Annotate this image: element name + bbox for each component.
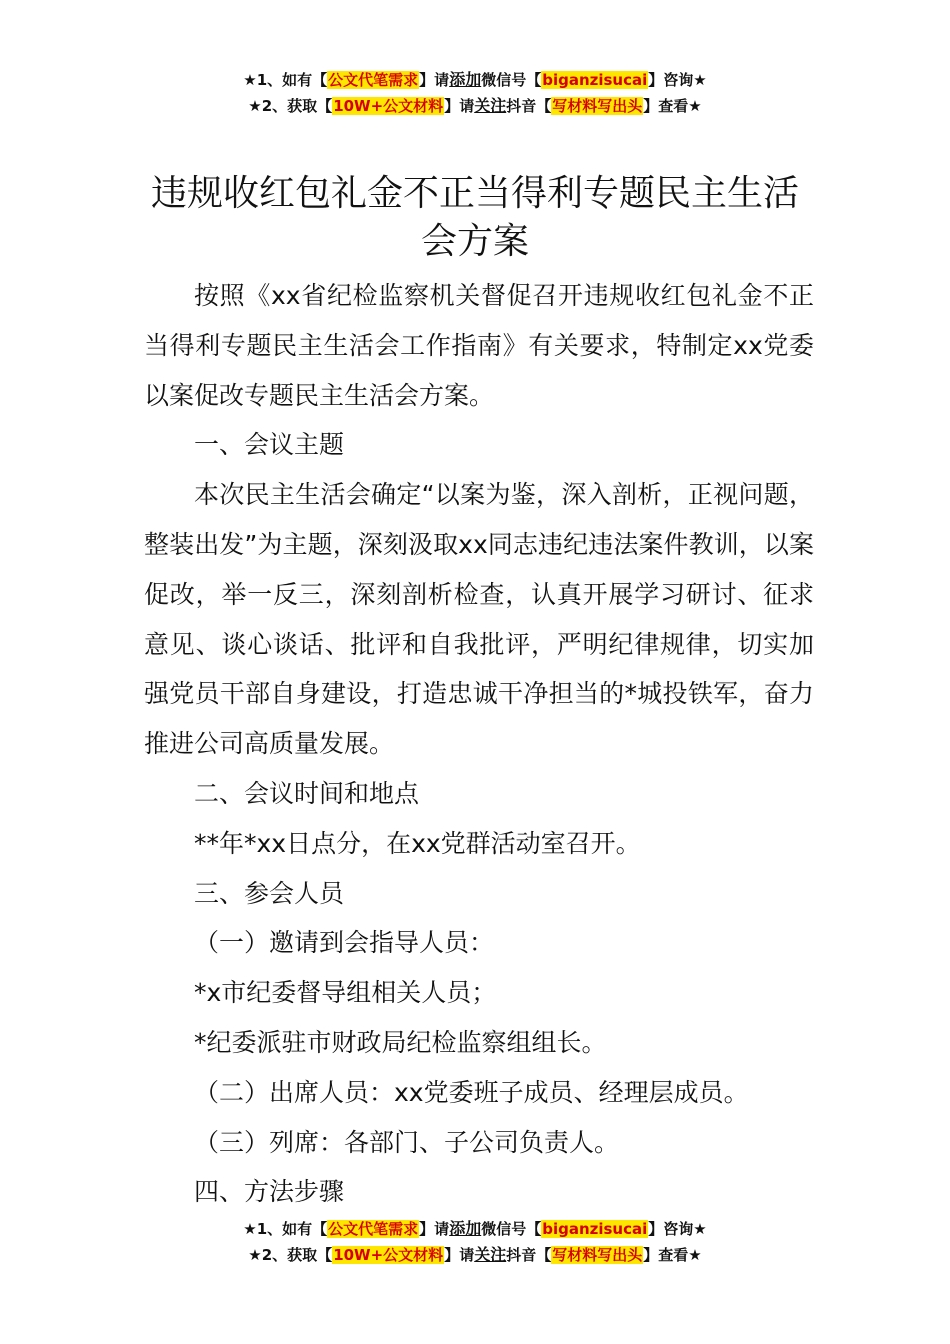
promo-highlight: 10W+公文材料 (333, 97, 444, 115)
attendee-item: *x市纪委督导组相关人员； (194, 978, 497, 1008)
promo-highlight: 10W+公文材料 (333, 1246, 444, 1264)
promo-emphasis: 添加 (449, 70, 482, 89)
promo-text: 微信号【 (481, 71, 542, 89)
title-line-2: 会方案 (420, 221, 529, 263)
attendee-item: *纪委派驻市财政局纪检监察组组长。 (194, 1027, 607, 1057)
promo-text: ★1、如有【 (243, 71, 328, 89)
intro-paragraph: 按照《xx省纪检监察机关督促召开违规收红包礼金不正当得利专题民主生活会工作指南》有关要求，特制定xx党委以案促改专题民主生活会方案。 (144, 281, 814, 410)
promo-text: 】请 (444, 97, 475, 115)
promo-text: ★2、获取【 (248, 97, 333, 115)
promo-text: ★2、获取【 (248, 1246, 333, 1264)
promo-text: 抖音【 (506, 1246, 552, 1264)
section-heading-time-place: 二、会议时间和地点 (194, 778, 420, 808)
promo-text: 】查看★ (643, 97, 702, 115)
promo-highlight: 公文代笔需求 (328, 1220, 419, 1238)
promo-highlight-douyin-id: 写材料写出头 (552, 97, 643, 115)
section-heading-attendees: 三、参会人员 (194, 878, 345, 908)
promo-text: 】请 (419, 71, 450, 89)
title-line-1: 违规收红包礼金不正当得利专题民主生活 (150, 173, 799, 215)
promo-highlight-wechat-id: biganzisucai (542, 71, 648, 89)
document-body (144, 271, 814, 1217)
promo-text: 抖音【 (506, 97, 552, 115)
attendee-subheading-observers: （三）列席：各部门、子公司负责人。 (194, 1127, 620, 1157)
promo-text: 】咨询★ (648, 1220, 707, 1238)
promo-line-1 (0, 1216, 950, 1242)
promo-text: 】请 (444, 1246, 475, 1264)
section-heading-steps: 四、方法步骤 (194, 1177, 345, 1207)
promo-highlight-douyin-id: 写材料写出头 (552, 1246, 643, 1264)
document-title (120, 170, 830, 266)
promo-text: ★1、如有【 (243, 1220, 328, 1238)
attendee-subheading-guides: （一）邀请到会指导人员： (194, 928, 495, 958)
promo-highlight: 公文代笔需求 (328, 71, 419, 89)
promo-highlight-wechat-id: biganzisucai (542, 1220, 648, 1238)
promo-line-2 (0, 1242, 950, 1268)
promo-text: 微信号【 (481, 1220, 542, 1238)
promo-text: 】咨询★ (648, 71, 707, 89)
theme-paragraph: 本次民主生活会确定“以案为鉴，深入剖析，正视问题，整装出发”为主题，深刻汲取xx同志违纪违法案件教训，以案促改，举一反三，深刻剖析检查，认真开展学习研讨、征求意见、谈心谈话、批评和自我批评，严明纪律规律，切实加强党员干部自身建设，打造忠诚干净担当的*城投铁军，奋力推进公司高质量发展。 (144, 480, 814, 759)
promo-emphasis: 添加 (449, 1219, 482, 1238)
attendee-subheading-attendees: （二）出席人员：xx党委班子成员、经理层成员。 (194, 1077, 749, 1107)
time-place-paragraph: **年*xx日点分，在xx党群活动室召开。 (194, 828, 641, 858)
promo-emphasis: 关注 (474, 1245, 507, 1264)
promo-text: 】请 (419, 1220, 450, 1238)
promo-line-2 (0, 93, 950, 119)
promo-emphasis: 关注 (474, 96, 507, 115)
promo-banner-bottom (0, 1216, 950, 1268)
section-heading-theme: 一、会议主题 (194, 430, 345, 460)
promo-line-1 (0, 67, 950, 93)
promo-text: 】查看★ (643, 1246, 702, 1264)
promo-banner-top (0, 67, 950, 119)
